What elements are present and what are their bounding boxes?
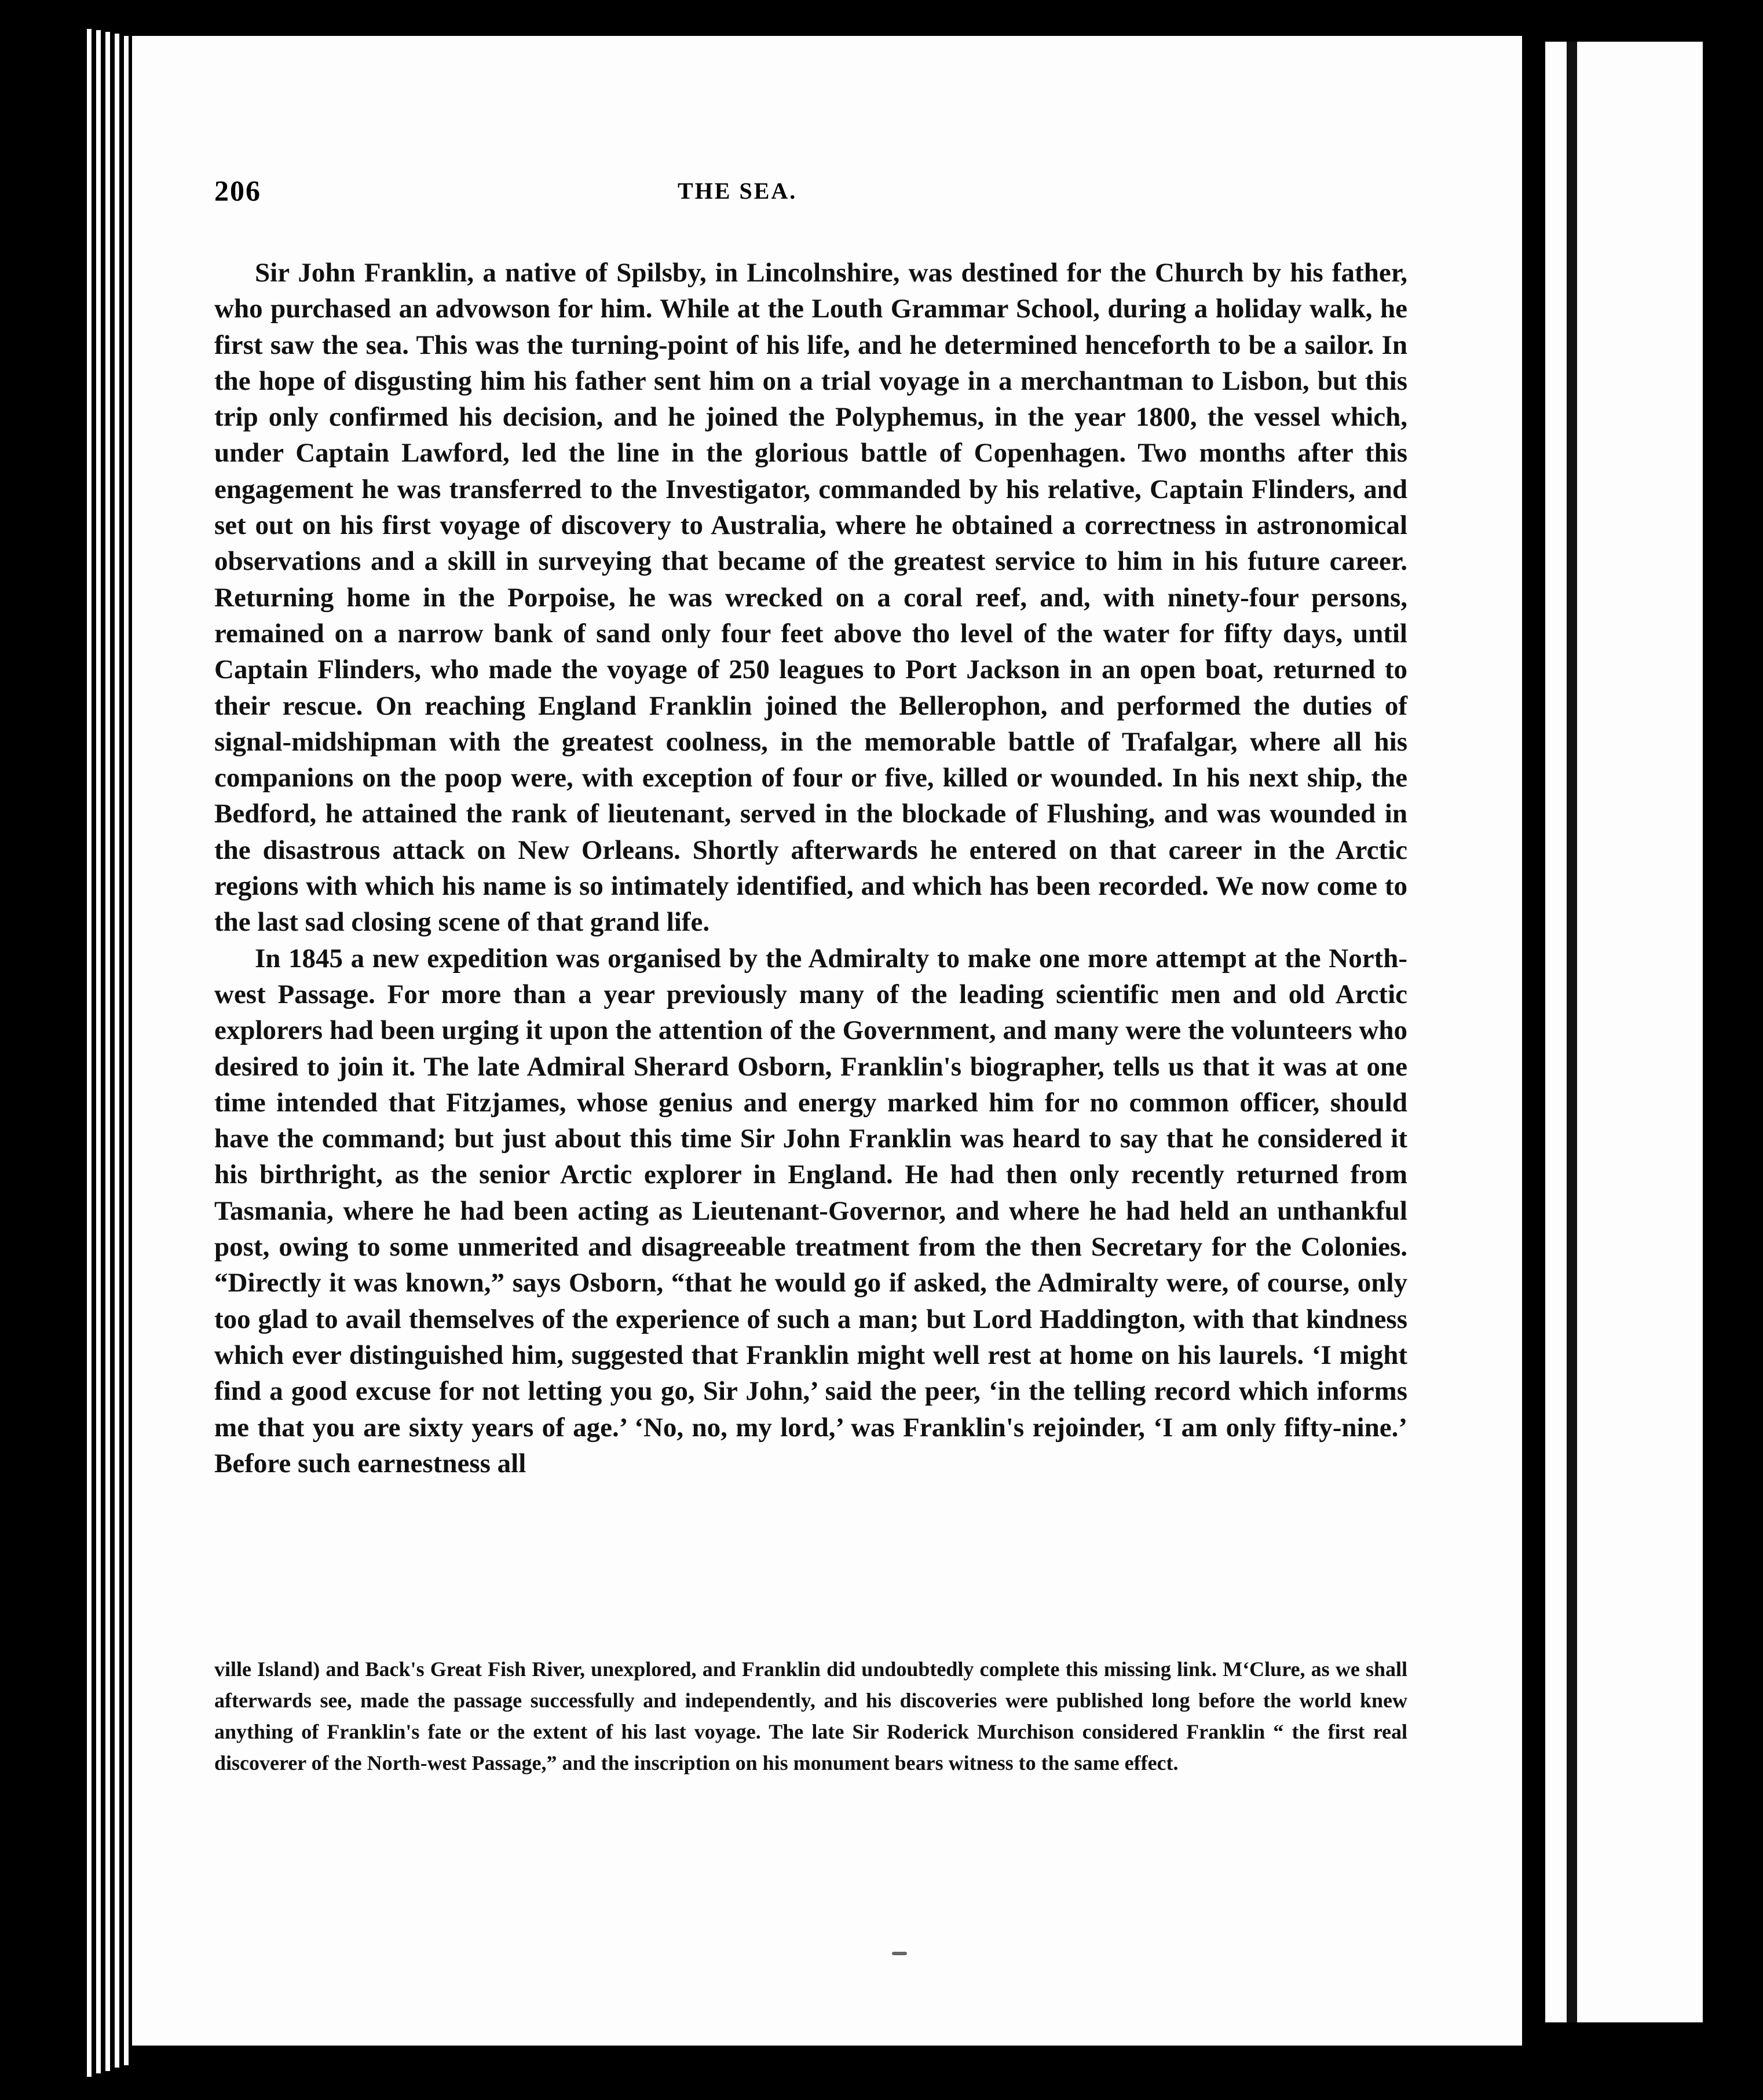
main-text [214,255,1407,1481]
book-gutter [1567,42,1577,2022]
page-header [214,174,1407,220]
page-edge [124,36,129,2065]
footnote: ville Island) and Back's Great Fish River, unexplored, and Franklin did undoubtedly complete this missing link. M‘Clure, as we shall afterwards see, made the passage successfully and independently, and his discoveries were published long before the world knew anything of Franklin's fate or the extent of his last voyage. The late Sir Roderick Murchison considered Franklin “ the first real discoverer of the North-west Passage,” and the inscription on his monument bears witness to the same effect. [214,1658,1407,1775]
page-edge [115,34,119,2068]
paragraph: In 1845 a new expedition was organised by the Admiralty to make one more attempt at the North-west Passage. For more than a year previously many of the leading scientific men and old Arctic explorers had been urging it upon the attention of the Government, and many were the volunteers who desired to join it. The late Admiral Sherard Osborn, Franklin's biographer, tells us that it was at one time intended that Fitzjames, whose genius and energy marked him for no common officer, should have the command; but just about this time Sir John Franklin was heard to say that he considered it his birthright, as the senior Arctic explorer in England. He had then only recently returned from Tasmania, where he had been acting as Lieutenant-Governor, and where he had held an unthankful post, owing to some unmerited and disagreeable treatment from the then Secretary for the Colonies. “Directly it was known,” says Osborn, “that he would go if asked, the Admiralty were, of course, only too glad to avail themselves of the experience of such a man; but Lord Haddington, with that kindness which ever distinguished him, suggested that Franklin might well rest at home on his laurels. ‘I might find a good excuse for not letting you go, Sir John,’ said the peer, ‘in the telling record which informs me that you are sixty years of age.’ ‘No, no, my lord,’ was Franklin's rejoinder, ‘I am only fifty-nine.’ Before such earnestness all [214,943,1407,1479]
page-number: 206 [214,174,261,207]
ink-smudge [892,1952,907,1955]
page-edge [96,30,101,2073]
page-edge [105,32,110,2071]
page-edge [87,29,92,2077]
paragraph: Sir John Franklin, a native of Spilsby, in Lincolnshire, was destined for the Church by his father, who purchased an advowson for him. While at the Louth Grammar School, during a holiday walk, he first saw the sea. This was the turning-point of his life, and he determined henceforth to be a sailor. In the hope of disgusting him his father sent him on a trial voyage in a merchantman to Lisbon, but this trip only confirmed his decision, and he joined the Polyphemus, in the year 1800, the vessel which, under Captain Lawford, led the line in the glorious battle of Copenhagen. Two months after this engagement he was transferred to the Investigator, commanded by his relative, Captain Flinders, and set out on his first voyage of discovery to Australia, where he obtained a correctness in astronomical observations and a skill in surveying that became of the greatest service to him in his future career. Returning home in the Porpoise, he was wrecked on a coral reef, and, with ninety-four persons, remained on a narrow bank of sand only four feet above tho level of the water for fifty days, until Captain Flinders, who made the voyage of 250 leagues to Port Jackson in an open boat, returned to their rescue. On reaching England Franklin joined the Bellerophon, and performed the duties of signal-midshipman with the greatest coolness, in the memorable battle of Trafalgar, where all his companions on the poop were, with exception of four or five, killed or wounded. In his next ship, the Bedford, he attained the rank of lieutenant, served in the blockade of Flushing, and was wounded in the disastrous attack on New Orleans. Shortly afterwards he entered on that career in the Arctic regions with which his name is so intimately identified, and which has been recorded. We now come to the last sad closing scene of that grand life. [214,258,1407,938]
running-head: THE SEA. [678,178,798,204]
